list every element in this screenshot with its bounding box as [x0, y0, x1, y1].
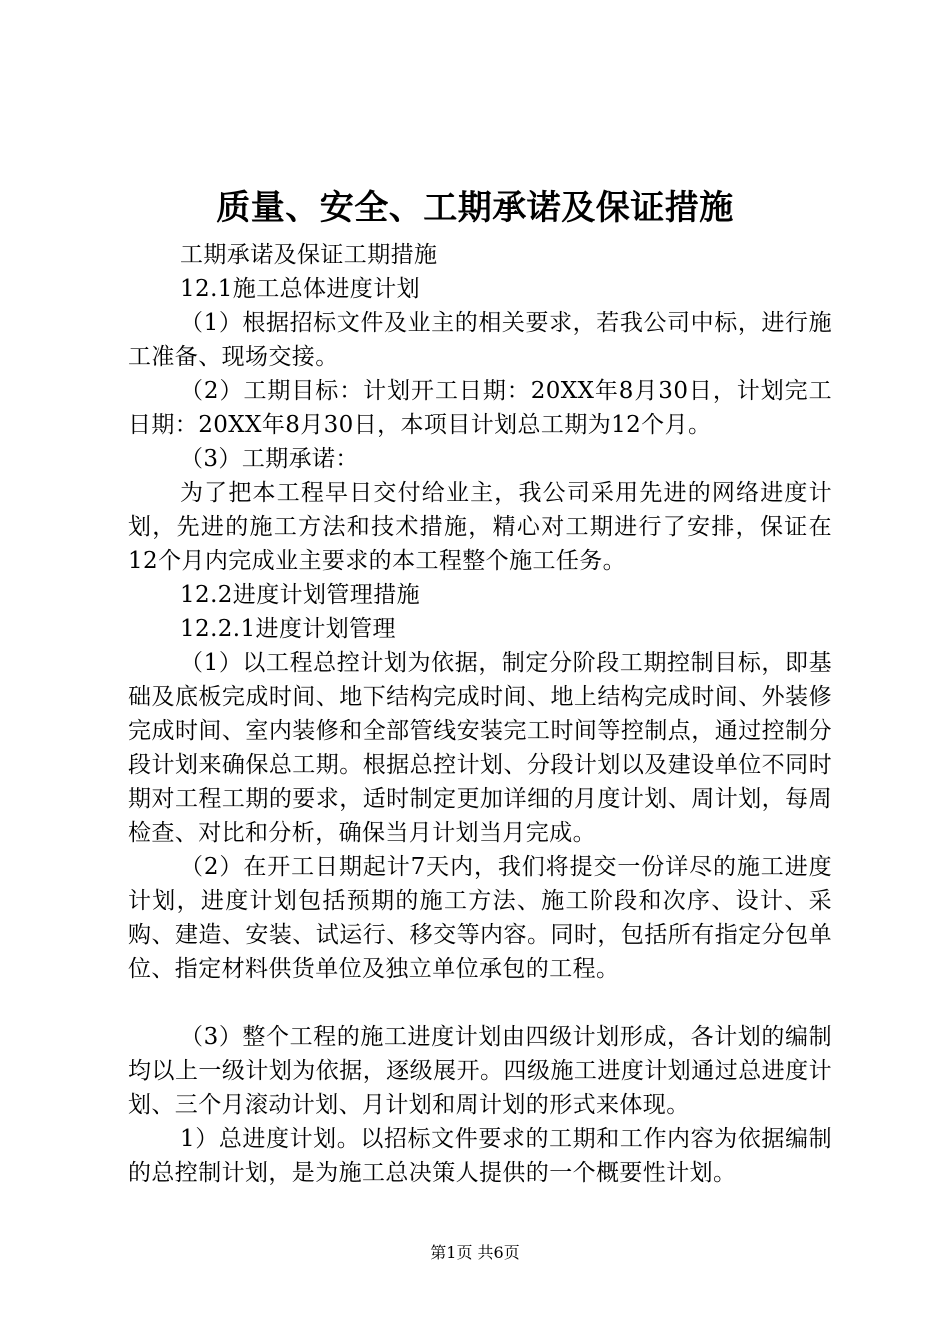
document-title: 质量、安全、工期承诺及保证措施: [216, 188, 734, 228]
paragraph-section-12-2-1: 12.2.1进度计划管理: [180, 616, 396, 642]
paragraph-item-3: （3）工期承诺：: [180, 446, 359, 472]
page-footer: 第1页 共6页: [430, 1243, 520, 1262]
paragraph-section-12-1: 12.1施工总体进度计划: [180, 276, 421, 302]
paragraph-item-2: （2）工期目标：计划开工日期：20XX年8月30日，计划完工日期：20XX年8月30日，本项目计划总工期为12个月。: [128, 378, 832, 438]
paragraph-heading-schedule-commitment: 工期承诺及保证工期措施: [180, 242, 438, 268]
paragraph-item-1: （1）根据招标文件及业主的相关要求，若我公司中标，进行施工准备、现场交接。: [128, 310, 832, 370]
paragraph-master-schedule: 1）总进度计划。以招标文件要求的工期和工作内容为依据编制的总控制计划，是为施工总决策人提供的一个概要性计划。: [128, 1126, 832, 1186]
paragraph-section-12-2: 12.2进度计划管理措施: [180, 582, 421, 608]
document-body: [128, 238, 832, 1190]
paragraph-measure-1: （1）以工程总控计划为依据，制定分阶段工期控制目标，即基础及底板完成时间、地下结构完成时间、地上结构完成时间、外装修完成时间、室内装修和全部管线安装完工时间等控制点，通过控制分段计划来确保总工期。根据总控计划、分段计划以及建设单位不同时期对工程工期的要求，适时制定更加详细的月度计划、周计划，每周检查、对比和分析，确保当月计划当月完成。: [128, 650, 832, 846]
paragraph-measure-2: （2）在开工日期起计7天内，我们将提交一份详尽的施工进度计划，进度计划包括预期的施工方法、施工阶段和次序、设计、采购、建造、安装、试运行、移交等内容。同时，包括所有指定分包单位、指定材料供货单位及独立单位承包的工程。: [128, 854, 832, 982]
paragraph-measure-3: （3）整个工程的施工进度计划由四级计划形成，各计划的编制均以上一级计划为依据，逐级展开。四级施工进度计划通过总进度计划、三个月滚动计划、月计划和周计划的形式来体现。: [128, 1024, 832, 1118]
paragraph-commitment-text: 为了把本工程早日交付给业主，我公司采用先进的网络进度计划，先进的施工方法和技术措施，精心对工期进行了安排，保证在12个月内完成业主要求的本工程整个施工任务。: [128, 480, 832, 574]
